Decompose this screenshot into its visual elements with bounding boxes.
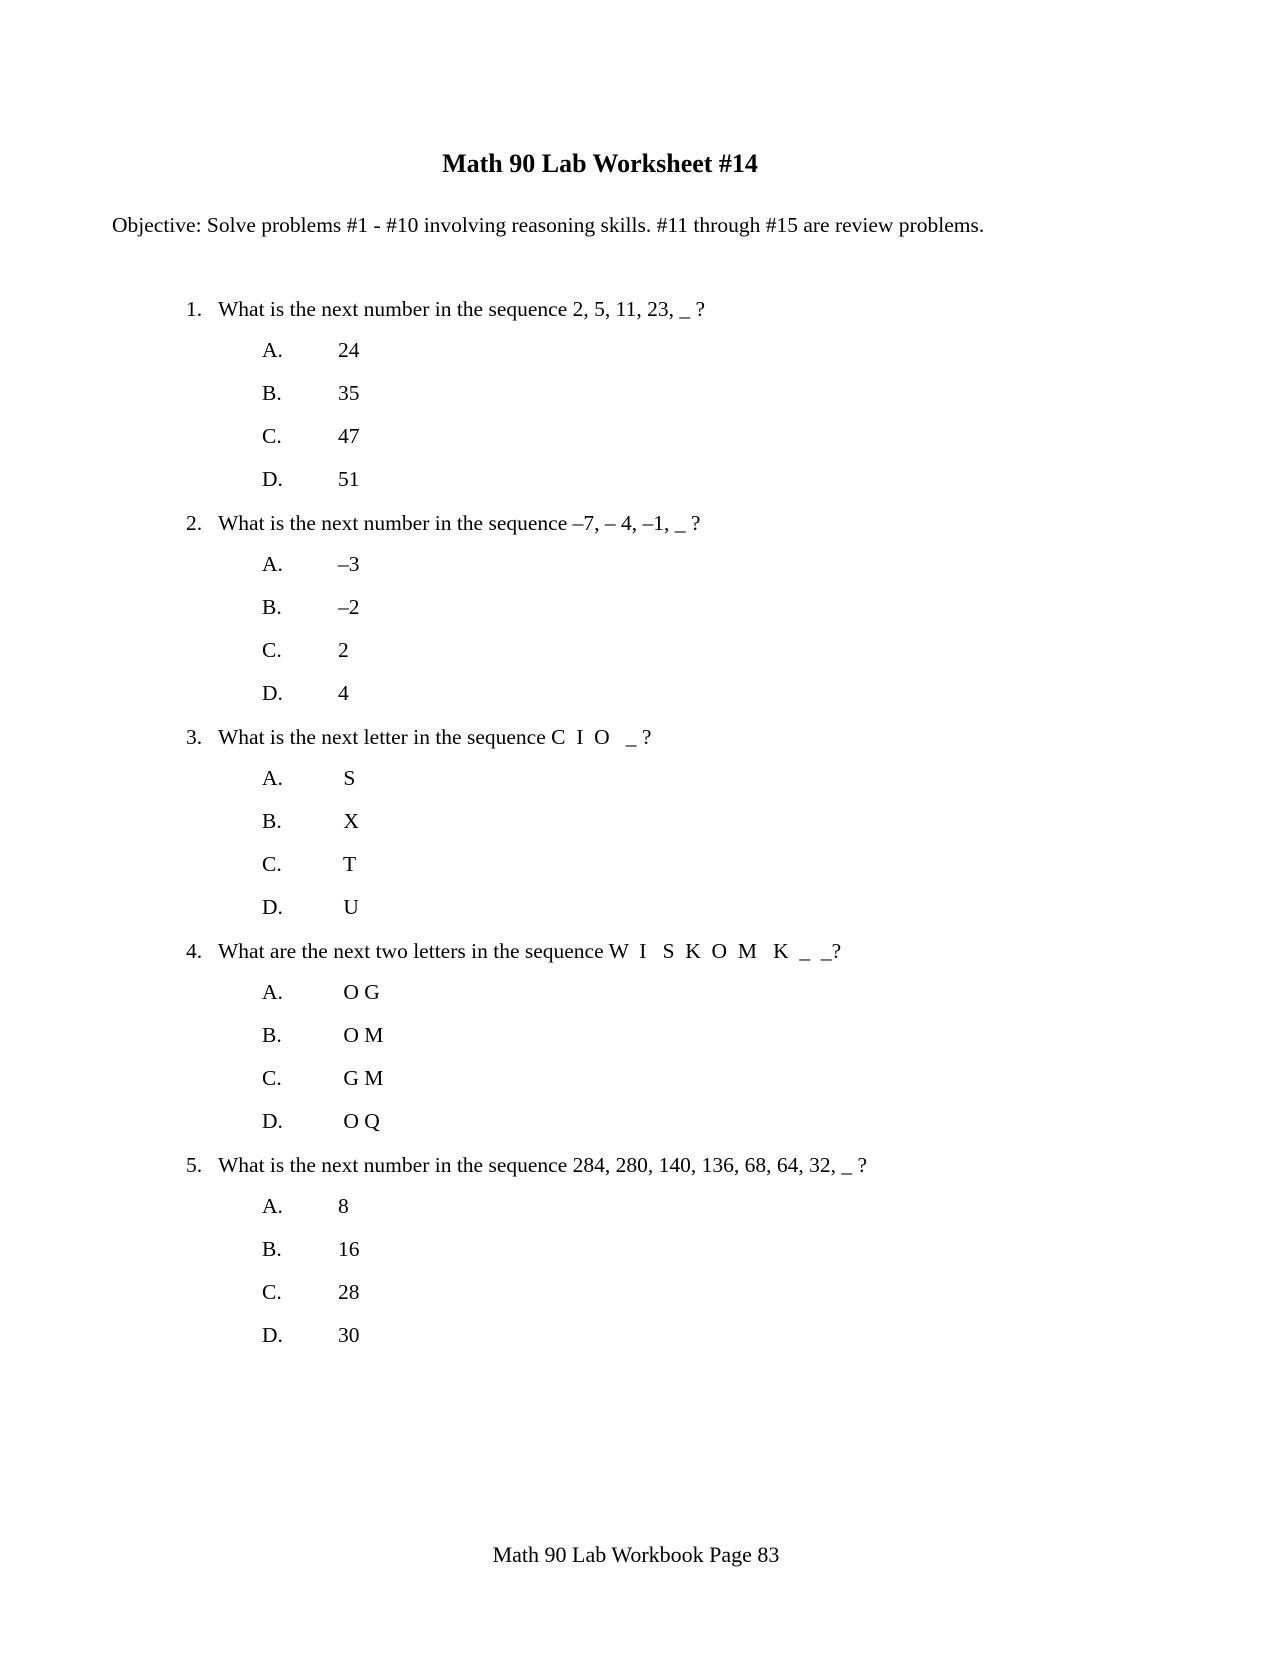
option-value: T bbox=[338, 852, 357, 876]
option-letter: B. bbox=[262, 381, 282, 405]
option-value: 28 bbox=[338, 1280, 360, 1304]
option-value: 35 bbox=[338, 381, 360, 405]
question-number: 5. bbox=[186, 1153, 203, 1177]
answer-options bbox=[262, 549, 360, 721]
option-value: 4 bbox=[338, 681, 349, 705]
answer-option-a bbox=[262, 549, 360, 592]
question-stem bbox=[186, 294, 705, 324]
answer-options bbox=[262, 1191, 360, 1363]
question-4 bbox=[186, 936, 1086, 1150]
answer-options bbox=[262, 335, 360, 507]
option-letter: D. bbox=[262, 1109, 283, 1133]
option-letter: A. bbox=[262, 1194, 283, 1218]
question-3 bbox=[186, 722, 1086, 936]
question-stem bbox=[186, 508, 700, 538]
option-value: 24 bbox=[338, 338, 360, 362]
option-value: 2 bbox=[338, 638, 349, 662]
objective-text: Objective: Solve problems #1 - #10 involving reasoning skills. #11 through #15 are review problems. bbox=[112, 213, 985, 237]
question-2 bbox=[186, 508, 1086, 722]
question-number: 3. bbox=[186, 725, 203, 749]
answer-option-d bbox=[262, 1320, 360, 1363]
option-value: O G bbox=[338, 980, 380, 1004]
option-value: U bbox=[338, 895, 359, 919]
option-value: X bbox=[338, 809, 359, 833]
question-number: 1. bbox=[186, 297, 203, 321]
answer-option-b bbox=[262, 592, 360, 635]
option-value: O Q bbox=[338, 1109, 380, 1133]
option-letter: C. bbox=[262, 852, 282, 876]
option-letter: C. bbox=[262, 424, 282, 448]
question-text: What are the next two letters in the sequence W I S K O M K _ _? bbox=[218, 939, 842, 963]
option-letter: A. bbox=[262, 766, 283, 790]
question-text: What is the next number in the sequence –7, – 4, –1, _ ? bbox=[218, 511, 701, 535]
option-value: 51 bbox=[338, 467, 360, 491]
answer-option-c bbox=[262, 421, 360, 464]
answer-option-b bbox=[262, 378, 360, 421]
option-value: 16 bbox=[338, 1237, 360, 1261]
question-stem bbox=[186, 1150, 867, 1180]
option-value: 8 bbox=[338, 1194, 349, 1218]
option-value: S bbox=[338, 766, 356, 790]
option-value: 47 bbox=[338, 424, 360, 448]
option-letter: A. bbox=[262, 338, 283, 362]
question-number: 2. bbox=[186, 511, 203, 535]
answer-option-a bbox=[262, 763, 359, 806]
answer-option-b bbox=[262, 806, 359, 849]
answer-option-c bbox=[262, 1277, 360, 1320]
answer-option-c bbox=[262, 635, 360, 678]
option-letter: D. bbox=[262, 1323, 283, 1347]
question-1 bbox=[186, 294, 1086, 508]
answer-option-a bbox=[262, 977, 383, 1020]
answer-option-d bbox=[262, 678, 360, 721]
option-value: O M bbox=[338, 1023, 384, 1047]
question-text: What is the next letter in the sequence C I O _ ? bbox=[218, 725, 652, 749]
page-title: Math 90 Lab Worksheet #14 bbox=[442, 149, 758, 178]
option-value: –3 bbox=[338, 552, 360, 576]
answer-options bbox=[262, 763, 359, 935]
question-number: 4. bbox=[186, 939, 203, 963]
answer-option-b bbox=[262, 1234, 360, 1277]
answer-option-b bbox=[262, 1020, 383, 1063]
question-list bbox=[186, 294, 1086, 1364]
answer-option-c bbox=[262, 849, 359, 892]
option-value: –2 bbox=[338, 595, 360, 619]
option-letter: D. bbox=[262, 681, 283, 705]
answer-option-a bbox=[262, 335, 360, 378]
answer-option-a bbox=[262, 1191, 360, 1234]
question-text: What is the next number in the sequence 284, 280, 140, 136, 68, 64, 32, _ ? bbox=[218, 1153, 868, 1177]
question-5 bbox=[186, 1150, 1086, 1364]
question-stem bbox=[186, 722, 651, 752]
answer-option-d bbox=[262, 1106, 383, 1149]
answer-option-d bbox=[262, 464, 360, 507]
option-letter: D. bbox=[262, 467, 283, 491]
page-footer: Math 90 Lab Workbook Page 83 bbox=[492, 1542, 780, 1567]
option-letter: B. bbox=[262, 1237, 282, 1261]
option-letter: C. bbox=[262, 1066, 282, 1090]
option-letter: D. bbox=[262, 895, 283, 919]
option-letter: A. bbox=[262, 980, 283, 1004]
option-letter: A. bbox=[262, 552, 283, 576]
option-letter: B. bbox=[262, 595, 282, 619]
question-stem bbox=[186, 936, 841, 966]
option-letter: C. bbox=[262, 1280, 282, 1304]
option-value: 30 bbox=[338, 1323, 360, 1347]
option-letter: C. bbox=[262, 638, 282, 662]
option-value: G M bbox=[338, 1066, 384, 1090]
answer-options bbox=[262, 977, 383, 1149]
option-letter: B. bbox=[262, 1023, 282, 1047]
option-letter: B. bbox=[262, 809, 282, 833]
question-text: What is the next number in the sequence 2, 5, 11, 23, _ ? bbox=[218, 297, 706, 321]
answer-option-d bbox=[262, 892, 359, 935]
answer-option-c bbox=[262, 1063, 383, 1106]
